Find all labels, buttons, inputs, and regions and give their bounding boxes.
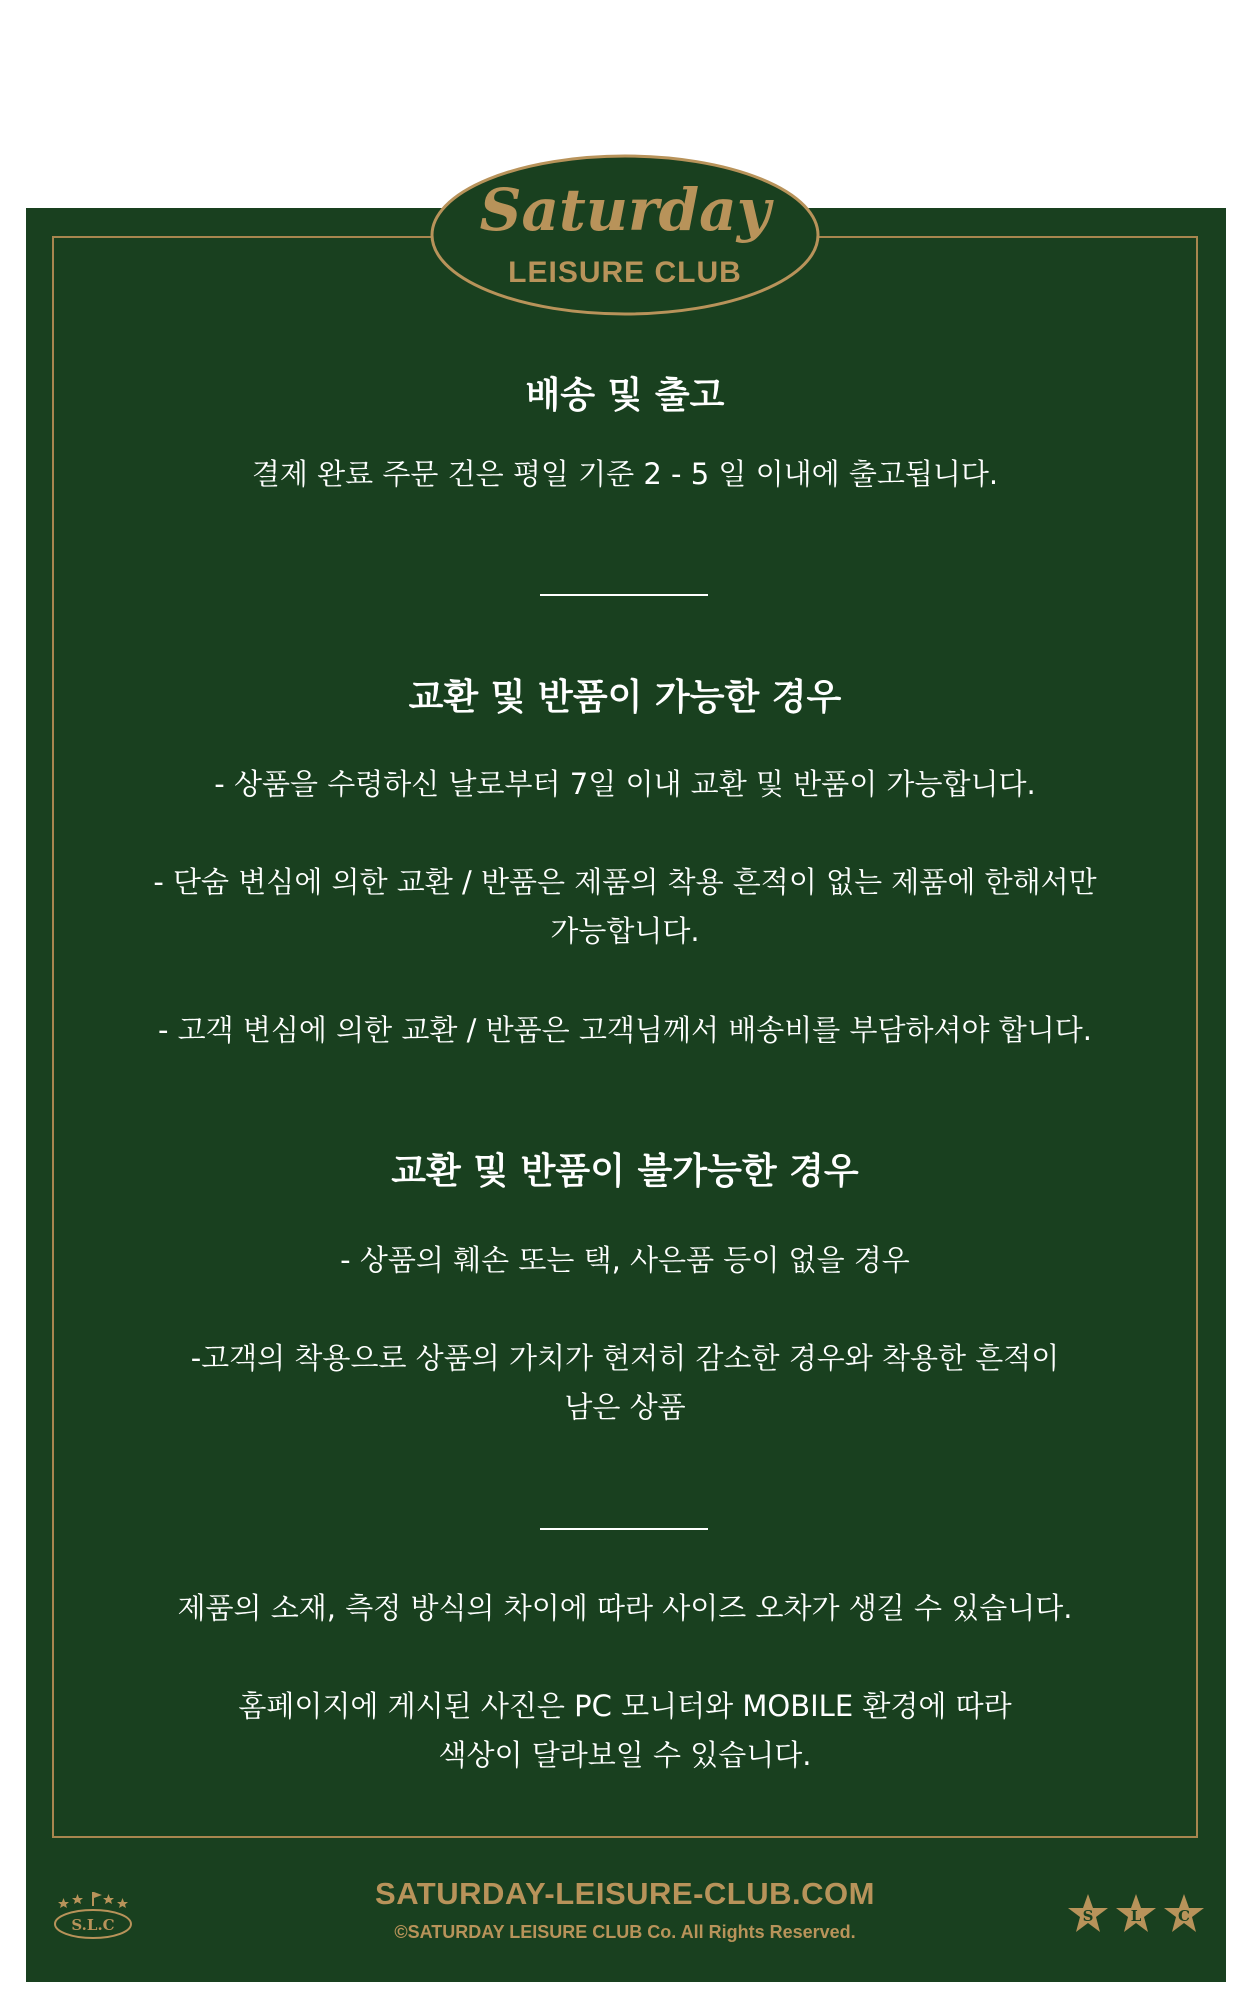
notice-item-1: 제품의 소재, 측정 방식의 차이에 따라 사이즈 오차가 생길 수 있습니다. bbox=[177, 1591, 1073, 1625]
logo-script-text: Saturday bbox=[479, 176, 771, 244]
exchange-no-title: 교환 및 반품이 불가능한 경우 bbox=[391, 1151, 859, 1192]
exchange-ok-item-2: - 단숨 변심에 의한 교환 / 반품은 제품의 착용 흔적이 없는 제품에 한해서만 가능합니다. bbox=[153, 865, 1097, 948]
footer-copyright: ©SATURDAY LEISURE CLUB Co. All Rights Reserved. bbox=[394, 1922, 856, 1942]
star-letter-s: S bbox=[1082, 1907, 1094, 1925]
exchange-no-item-1: - 상품의 훼손 또는 택, 사은품 등이 없을 경우 bbox=[340, 1243, 910, 1277]
logo-sub-text: LEISURE CLUB bbox=[508, 256, 742, 289]
footer-website-link[interactable]: SATURDAY-LEISURE-CLUB.COM bbox=[375, 1876, 875, 1911]
exchange-ok-title: 교환 및 반품이 가능한 경우 bbox=[408, 677, 842, 718]
divider bbox=[540, 1528, 708, 1530]
shipping-title: 배송 및 출고 bbox=[525, 375, 725, 416]
shipping-body: 결제 완료 주문 건은 평일 기준 2 - 5 일 이내에 출고됩니다. bbox=[251, 457, 999, 491]
badge-text: S.L.C bbox=[71, 1916, 115, 1934]
star-letter-c: C bbox=[1178, 1907, 1190, 1925]
exchange-ok-item-1: - 상품을 수령하신 날로부터 7일 이내 교환 및 반품이 가능합니다. bbox=[214, 767, 1036, 801]
exchange-no-item-2: -고객의 착용으로 상품의 가치가 현저히 감소한 경우와 착용한 흔적이 남은 상품 bbox=[190, 1341, 1060, 1424]
saturday-leisure-club-logo bbox=[428, 152, 822, 318]
notice-item-2: 홈페이지에 게시된 사진은 PC 모니터와 MOBILE 환경에 따라 색상이 달라보일 수 있습니다. bbox=[238, 1689, 1012, 1772]
exchange-ok-item-3: - 고객 변심에 의한 교환 / 반품은 고객님께서 배송비를 부담하셔야 합니다. bbox=[157, 1013, 1093, 1047]
divider bbox=[540, 594, 708, 596]
slc-stars-icon bbox=[1066, 1892, 1206, 1936]
star-letter-l: L bbox=[1130, 1907, 1142, 1925]
